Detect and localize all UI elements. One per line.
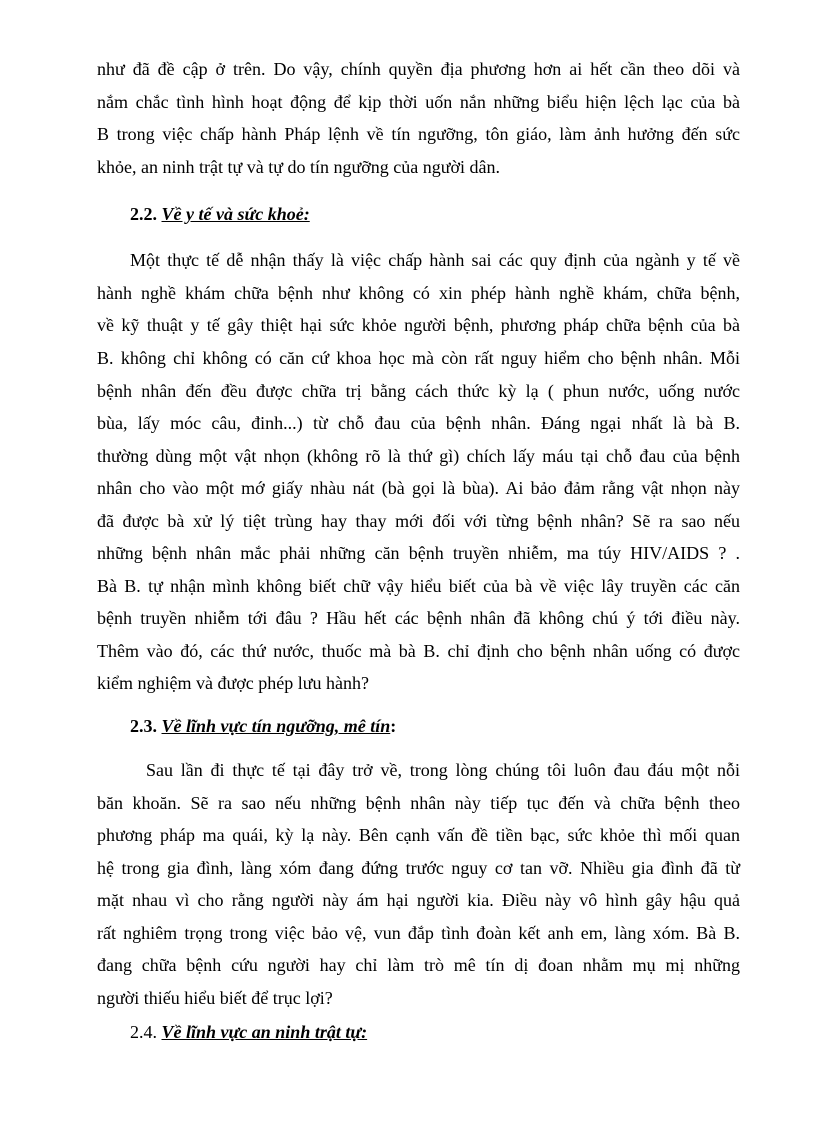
text-line: Thêm vào đó, các thứ nước, thuốc mà bà B. chỉ định cho bệnh nhân uống có được	[97, 641, 740, 661]
text-line: về kỹ thuật y tế gây thiệt hại sức khỏe người bệnh, phương pháp chữa bệnh của bà	[97, 315, 740, 335]
text-line: bệnh truyền nhiễm tới đâu ? Hầu hết các bệnh nhân đã không chú ý tới điều này.	[97, 608, 740, 628]
text-line: rất nghiêm trọng trong việc bảo vệ, vun đắp tình đoàn kết anh em, làng xóm. Bà B.	[97, 923, 740, 943]
text-line: Một thực tế dễ nhận thấy là việc chấp hành sai các quy định của ngành y tế về	[130, 250, 740, 270]
text-line: mặt nhau vì cho rằng người này ám hại người kia. Điều này vô hình gây hậu quả	[97, 890, 740, 910]
text-line: thường dùng một vật nhọn (không rõ là thứ gì) chích lấy máu tại chỗ đau của bệnh	[97, 446, 740, 466]
section-title: Về y tế và sức khoẻ:	[161, 204, 310, 224]
text-line: bùa, lấy móc câu, đinh...) từ chỗ đau của bệnh nhân. Đáng ngại nhất là bà B.	[97, 413, 740, 433]
text-line: khỏe, an ninh trật tự và tự do tín ngưỡng của người dân.	[97, 157, 500, 177]
text-line: băn khoăn. Sẽ ra sao nếu những bệnh nhân này tiếp tục đến và chữa bệnh theo	[97, 793, 740, 813]
text-line: kiểm nghiệm và được phép lưu hành?	[97, 673, 369, 693]
section-title: Về lĩnh vực tín ngưỡng, mê tín	[161, 716, 391, 736]
text-line: nhân cho vào một mớ giấy nhàu nát (bà gọi là bùa). Ai bảo đảm rằng vật nhọn này	[97, 478, 740, 498]
text-line: bệnh nhân đến đều được chữa trị bằng cách thức kỳ lạ ( phun nước, uống nước	[97, 381, 740, 401]
text-line: nắm chắc tình hình hoạt động để kịp thời uốn nắn những biểu hiện lệch lạc của bà	[97, 92, 740, 112]
text-line: người thiếu hiểu biết để trục lợi?	[97, 988, 333, 1008]
section-number: 2.4.	[130, 1022, 157, 1042]
text-line: phương pháp ma quái, kỳ lạ này. Bên cạnh vấn đề tiền bạc, sức khỏe thì mối quan	[97, 825, 740, 845]
text-line: đang chữa bệnh cứu người hay chỉ làm trò mê tín dị đoan nhằm mụ mị những	[97, 955, 740, 975]
text-line: B trong việc chấp hành Pháp lệnh về tín ngưỡng, tôn giáo, làm ảnh hưởng đến sức	[97, 124, 740, 144]
section-number: 2.2.	[130, 204, 157, 224]
section-heading-2-4	[130, 1020, 367, 1044]
section-heading-2-2	[130, 202, 310, 226]
text-line: như đã đề cập ở trên. Do vậy, chính quyền địa phương hơn ai hết cần theo dõi và	[97, 59, 740, 79]
section-heading-2-3	[130, 714, 396, 738]
text-line: những bệnh nhân mắc phải những căn bệnh truyền nhiễm, ma túy HIV/AIDS ? .	[97, 543, 740, 563]
section-title-colon: :	[390, 716, 397, 736]
text-line: đã được bà xử lý tiệt trùng hay thay mới đối với từng bệnh nhân? Sẽ ra sao nếu	[97, 511, 740, 531]
text-line: Sau lần đi thực tế tại đây trở về, trong lòng chúng tôi luôn đau đáu một nỗi	[146, 760, 740, 780]
text-line: B. không chỉ không có căn cứ khoa học mà còn rất nguy hiểm cho bệnh nhân. Mỗi	[97, 348, 740, 368]
section-number: 2.3.	[130, 716, 157, 736]
text-line: hành nghề khám chữa bệnh như không có xin phép hành nghề khám, chữa bệnh,	[97, 283, 740, 303]
section-title: Về lĩnh vực an ninh trật tự:	[161, 1022, 368, 1042]
text-line: hệ trong gia đình, làng xóm đang đứng trước nguy cơ tan vỡ. Nhiều gia đình đã từ	[97, 858, 740, 878]
text-line: Bà B. tự nhận mình không biết chữ vậy hiểu biết của bà về việc lây truyền các căn	[97, 576, 740, 596]
